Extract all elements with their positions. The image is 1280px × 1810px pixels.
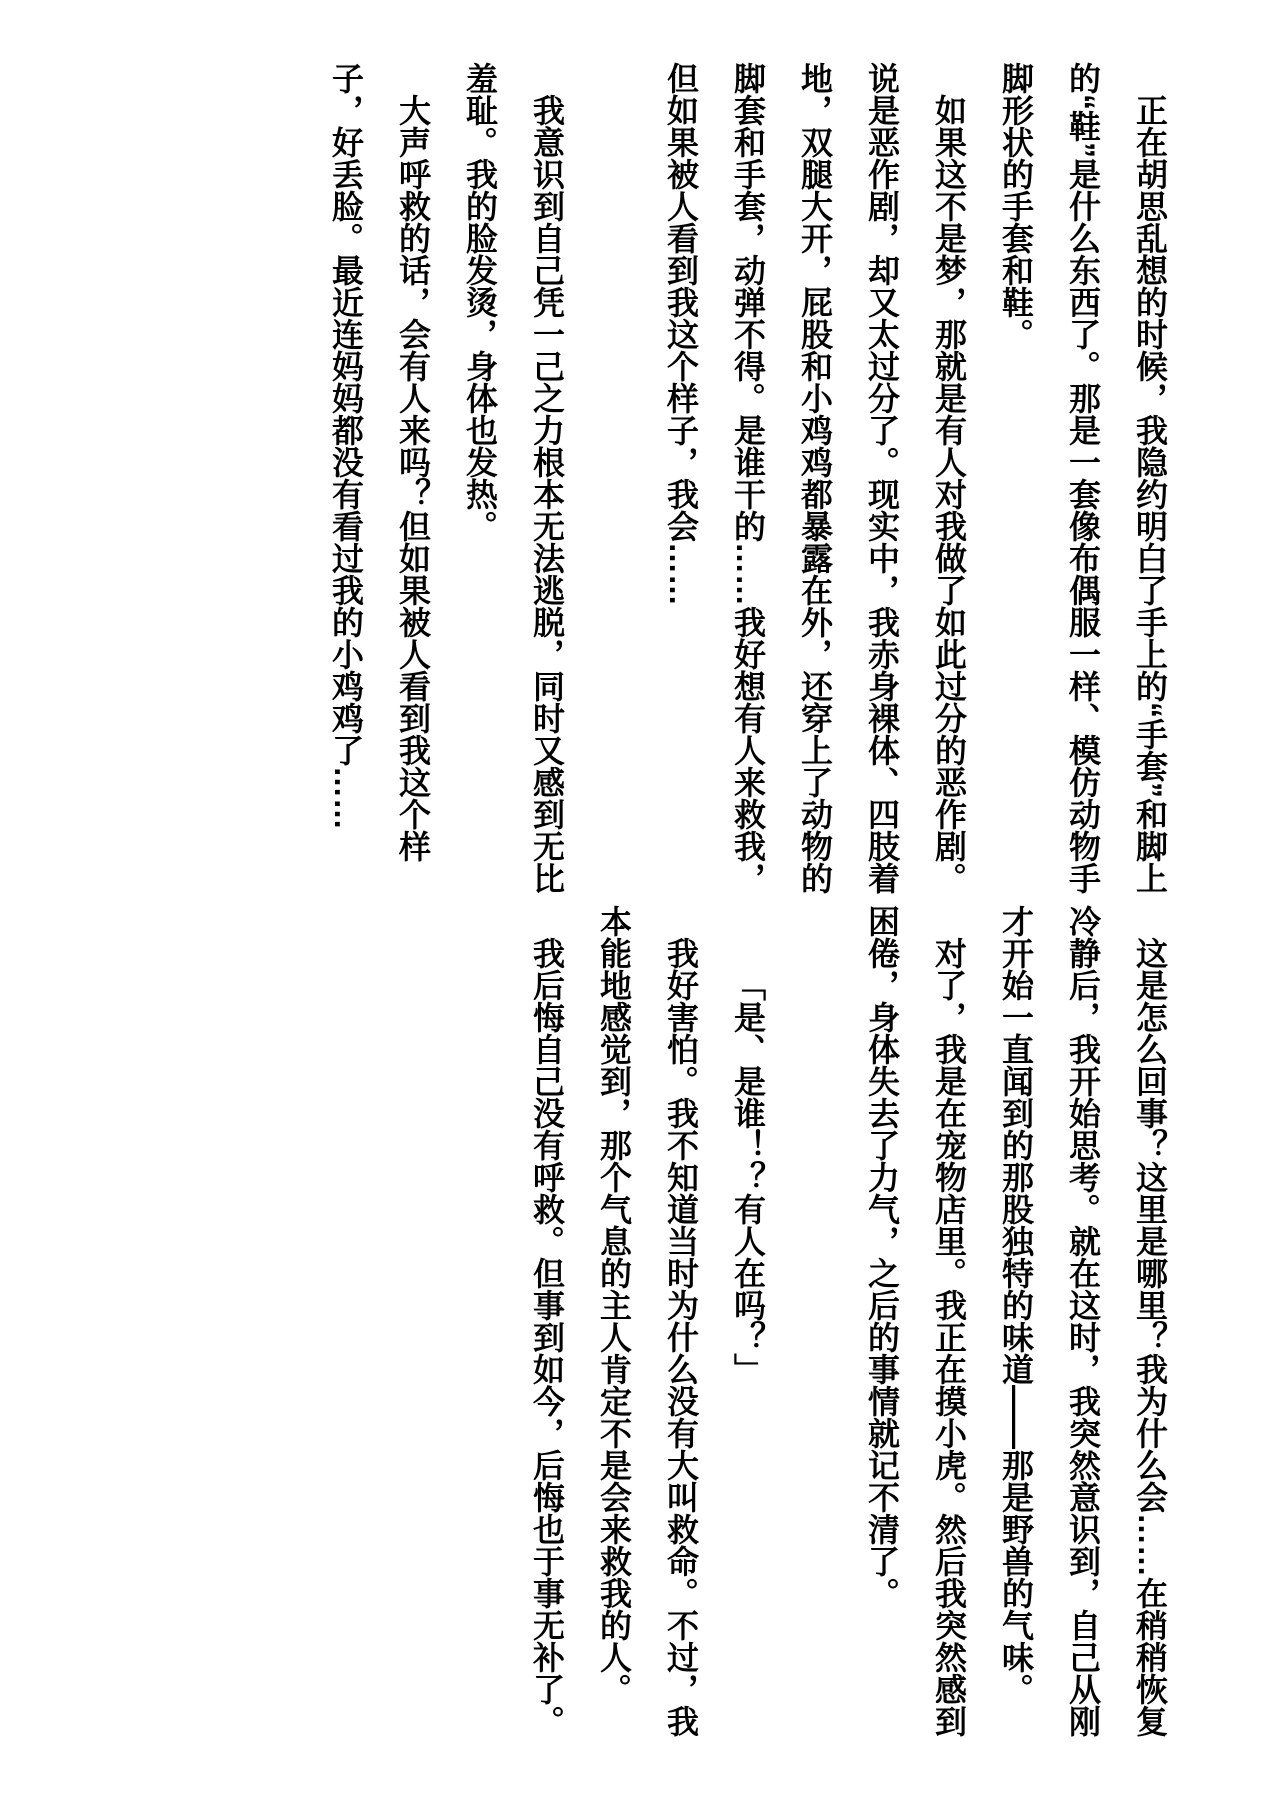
narration-paragraph: 如果这不是梦，那就是有人对我做了如此过分的恶作剧。说是恶作剧，却又太过分了。现实中，我赤身裸体、四肢着地，双腿大开，屁股和小鸡鸡都暴露在外，还穿上了动物的脚套和手套，动弹不得。是谁干的……我好想有人来救我，但如果被人看到我这个样子，我会……: [663, 62, 967, 894]
text-row-bottom: [513, 905, 1183, 1745]
dialogue-paragraph: 「是、是谁！？有人在吗？」: [730, 969, 766, 1385]
narration-paragraph: 大声呼救的话，会有人来吗？但如果被人看到我这个样子，好丢脸。最近连妈妈都没有看过我的小鸡鸡了……: [328, 62, 431, 862]
narration-paragraph: 我意识到自己凭一己之力根本无法逃脱，同时又感到无比羞耻。我的脸发烫，身体也发热。: [462, 62, 565, 894]
narration-paragraph: 正在胡思乱想的时候，我隐约明白了手上的“手套”和脚上的“鞋”是什么东西了。那是一套像布偶服一样、模仿动物手脚形状的手套和鞋。: [998, 62, 1168, 894]
narration-paragraph: 这是怎么回事？这里是哪里？我为什么会……在稍稍恢复冷静后，我开始思考。就在这时，我突然意识到，自己从刚才开始一直闻到的那股独特的味道——那是野兽的气味。: [998, 905, 1168, 1737]
text-row-top: [312, 62, 1183, 902]
narration-paragraph: 对了，我是在宠物店里。我正在摸小虎。然后我突然感到困倦，身体失去了力气，之后的事情就记不清了。: [864, 905, 967, 1737]
narration-paragraph: 我好害怕。我不知道当时为什么没有大叫救命。不过，我本能地感觉到，那个气息的主人肯定不是会来救我的人。: [596, 905, 699, 1737]
narration-paragraph: 我后悔自己没有呼救。但事到如今，后悔也于事无补了。: [529, 937, 565, 1737]
